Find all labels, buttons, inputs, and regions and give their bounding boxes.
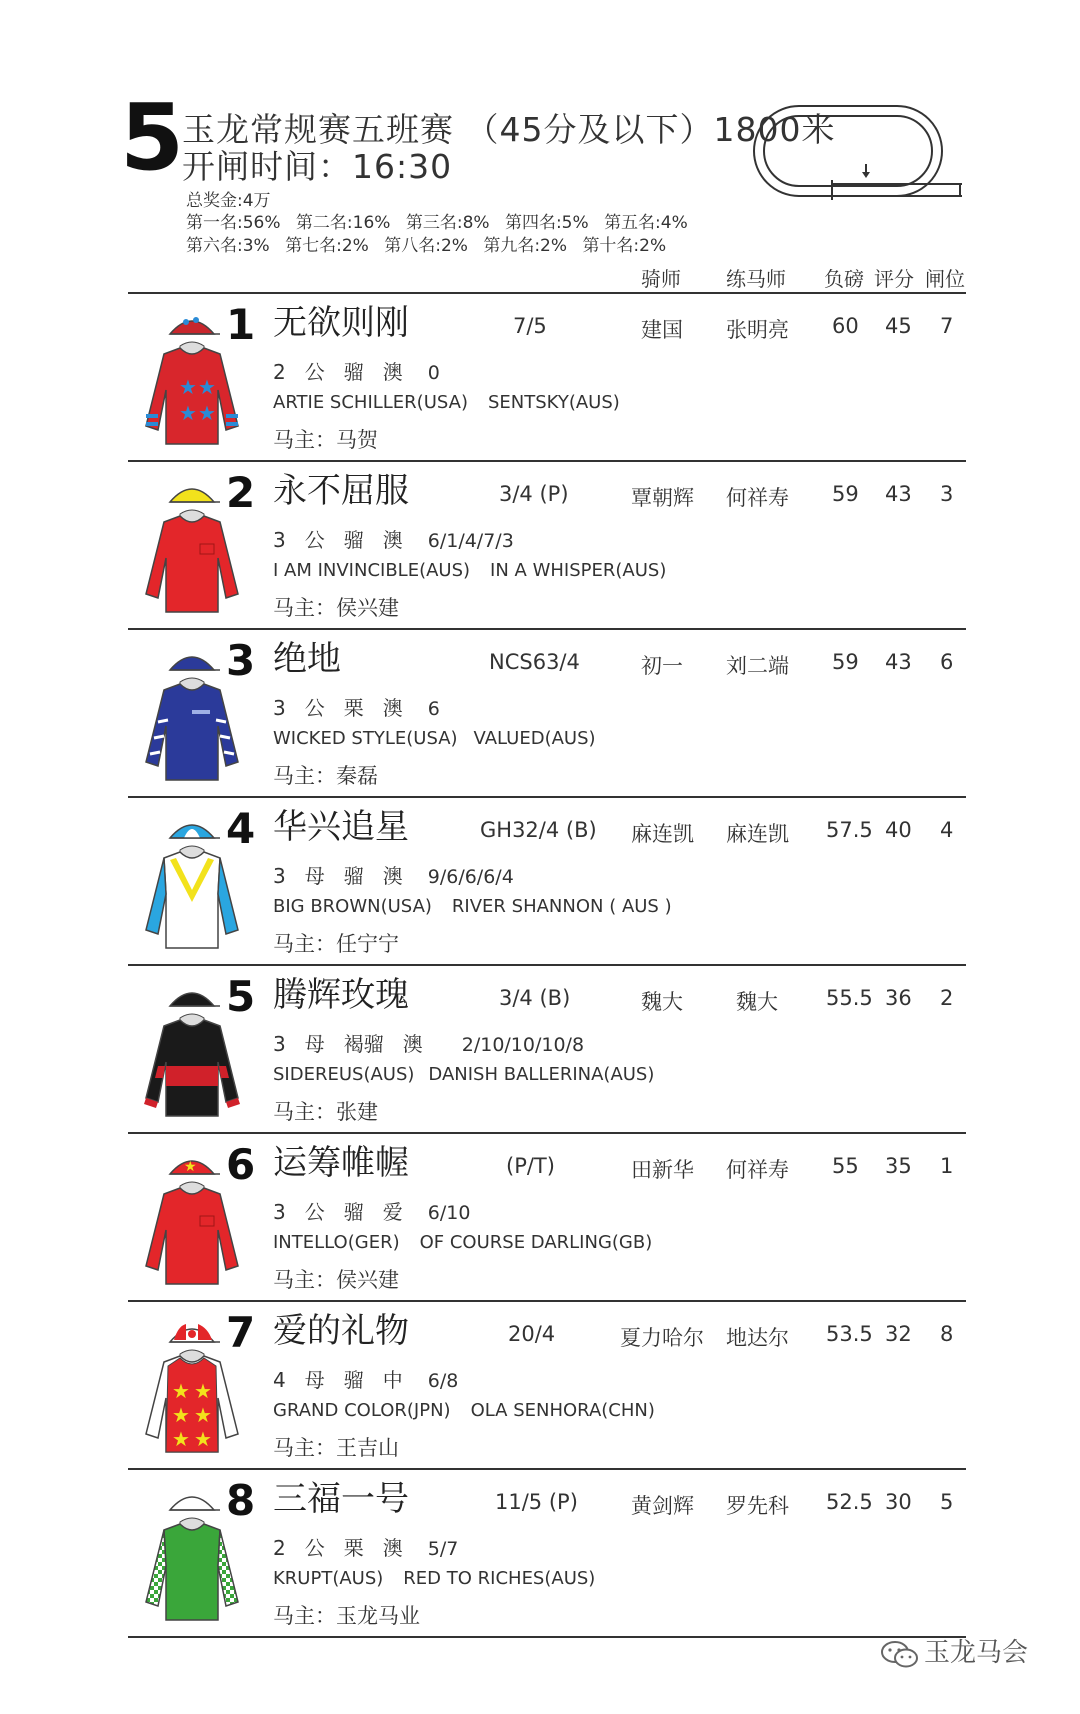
horse-color: 骝 bbox=[343, 1368, 364, 1392]
horse-name: 爱的礼物 bbox=[273, 1311, 409, 1351]
horse-number: 2 bbox=[226, 468, 256, 517]
wechat-icon bbox=[880, 1639, 920, 1669]
horse-age: 3 bbox=[273, 528, 286, 552]
horse-sex: 母 bbox=[304, 1032, 325, 1056]
trainer-name: 罗先科 bbox=[726, 1494, 789, 1518]
recent-form: 6/10 bbox=[427, 1202, 471, 1224]
header-rating: 评分 bbox=[874, 267, 914, 291]
horse-color: 栗 bbox=[343, 696, 364, 720]
horse-owner: 马主：张建 bbox=[273, 1100, 378, 1124]
header-trainer: 练马师 bbox=[726, 267, 786, 291]
prize-share: 第一名:56% bbox=[186, 213, 281, 233]
horse-rating: 43 bbox=[885, 650, 912, 674]
carried-weight: 57.5 bbox=[826, 818, 873, 842]
barrier-draw: 3 bbox=[940, 482, 954, 506]
horse-number: 6 bbox=[226, 1140, 256, 1189]
horse-origin: 澳 bbox=[382, 528, 403, 552]
trainer-name: 刘二端 bbox=[726, 654, 789, 678]
horse-entry-4 bbox=[0, 800, 1080, 968]
sire: KRUPT(AUS) bbox=[273, 1568, 384, 1589]
carried-weight: 59 bbox=[832, 650, 859, 674]
horse-rating: 36 bbox=[885, 986, 912, 1010]
prize-share: 第十名:2% bbox=[582, 236, 667, 256]
pedigree bbox=[273, 1568, 595, 1589]
horse-sex: 公 bbox=[304, 1200, 325, 1224]
prize-distribution-row-1 bbox=[186, 208, 698, 233]
horse-age: 2 bbox=[273, 1536, 286, 1560]
recent-form: 2/10/10/10/8 bbox=[461, 1034, 585, 1056]
prize-share: 第七名:2% bbox=[285, 236, 369, 256]
jockey-name: 覃朝辉 bbox=[631, 486, 694, 510]
horse-sex: 公 bbox=[304, 360, 325, 384]
horse-odds: NCS63/4 bbox=[489, 650, 580, 674]
pedigree bbox=[273, 728, 596, 749]
divider bbox=[128, 292, 966, 294]
horse-origin: 中 bbox=[382, 1368, 403, 1392]
trainer-name: 张明亮 bbox=[726, 318, 789, 342]
recent-form: 9/6/6/6/4 bbox=[427, 866, 514, 888]
horse-owner: 马主：秦磊 bbox=[273, 764, 378, 788]
horse-entry-1 bbox=[0, 296, 1080, 464]
horse-rating: 35 bbox=[885, 1154, 912, 1178]
dam: OF COURSE DARLING(GB) bbox=[419, 1232, 653, 1253]
recent-form: 0 bbox=[427, 362, 440, 384]
svg-text:★: ★ bbox=[179, 375, 197, 399]
race-title: 玉龙常规赛五班赛 （45分及以下）1800米 bbox=[182, 110, 836, 149]
horse-sex: 公 bbox=[304, 528, 325, 552]
prize-share: 第八名:2% bbox=[384, 236, 468, 256]
horse-owner: 马主：侯兴建 bbox=[273, 596, 399, 620]
pedigree bbox=[273, 1400, 655, 1421]
prize-distribution-row-2 bbox=[186, 231, 676, 256]
jockey-name: 建国 bbox=[641, 318, 683, 342]
horse-origin: 澳 bbox=[382, 864, 403, 888]
sire: BIG BROWN(USA) bbox=[273, 896, 432, 917]
horse-age: 3 bbox=[273, 696, 286, 720]
horse-details bbox=[273, 860, 514, 889]
horse-age: 3 bbox=[273, 1032, 286, 1056]
horse-owner: 马主：玉龙马业 bbox=[273, 1604, 420, 1628]
svg-text:★: ★ bbox=[184, 1159, 197, 1175]
prize-share: 第二名:16% bbox=[295, 213, 391, 233]
horse-name: 华兴追星 bbox=[273, 807, 409, 847]
horse-age: 3 bbox=[273, 1200, 286, 1224]
horse-details bbox=[273, 1028, 584, 1057]
horse-odds: (P/T) bbox=[506, 1154, 555, 1178]
horse-origin: 爱 bbox=[382, 1200, 403, 1224]
header-draw: 闸位 bbox=[925, 267, 965, 291]
prize-total: 总奖金:4万 bbox=[186, 191, 271, 211]
horse-details bbox=[273, 356, 440, 385]
sire: WICKED STYLE(USA) bbox=[273, 728, 458, 749]
barrier-draw: 7 bbox=[940, 314, 954, 338]
carried-weight: 53.5 bbox=[826, 1322, 873, 1346]
recent-form: 6/8 bbox=[427, 1370, 459, 1392]
sire: ARTIE SCHILLER(USA) bbox=[273, 392, 468, 413]
dam: IN A WHISPER(AUS) bbox=[490, 560, 667, 581]
horse-owner: 马主：侯兴建 bbox=[273, 1268, 399, 1292]
horse-age: 4 bbox=[273, 1368, 286, 1392]
horse-color: 褐骝 bbox=[343, 1032, 384, 1056]
horse-details bbox=[273, 1532, 458, 1561]
svg-text:★: ★ bbox=[198, 401, 216, 425]
dam: RED TO RICHES(AUS) bbox=[403, 1568, 596, 1589]
sire: GRAND COLOR(JPN) bbox=[273, 1400, 451, 1421]
horse-origin: 澳 bbox=[382, 360, 403, 384]
horse-entry-8 bbox=[0, 1472, 1080, 1640]
horse-name: 三福一号 bbox=[273, 1479, 409, 1519]
pedigree bbox=[273, 1064, 654, 1085]
horse-color: 骝 bbox=[343, 528, 364, 552]
horse-odds: 20/4 bbox=[508, 1322, 556, 1346]
carried-weight: 55 bbox=[832, 1154, 859, 1178]
horse-name: 无欲则刚 bbox=[273, 303, 409, 343]
carried-weight: 55.5 bbox=[826, 986, 873, 1010]
barrier-draw: 5 bbox=[940, 1490, 954, 1514]
horse-details bbox=[273, 1196, 470, 1225]
horse-entry-3 bbox=[0, 632, 1080, 800]
prize-share: 第四名:5% bbox=[504, 213, 589, 233]
carried-weight: 60 bbox=[832, 314, 859, 338]
prize-share: 第九名:2% bbox=[483, 236, 568, 256]
horse-odds: 11/5 (P) bbox=[495, 1490, 578, 1514]
horse-entry-6 bbox=[0, 1136, 1080, 1304]
dam: SENTSKY(AUS) bbox=[487, 392, 620, 413]
header-weight: 负磅 bbox=[824, 267, 864, 291]
horse-odds: 7/5 bbox=[513, 314, 547, 338]
horse-entry-5 bbox=[0, 968, 1080, 1136]
horse-number: 5 bbox=[226, 972, 256, 1021]
horse-color: 骝 bbox=[343, 864, 364, 888]
race-start-time: 开闸时间：16:30 bbox=[182, 147, 453, 186]
svg-text:★: ★ bbox=[194, 1403, 212, 1427]
horse-origin: 澳 bbox=[402, 1032, 423, 1056]
watermark-text: 玉龙马会 bbox=[924, 1638, 1029, 1668]
recent-form: 5/7 bbox=[427, 1538, 459, 1560]
jockey-name: 麻连凯 bbox=[631, 822, 694, 846]
track-diagram-icon bbox=[752, 104, 962, 204]
svg-text:★: ★ bbox=[194, 1379, 212, 1403]
horse-number: 7 bbox=[226, 1308, 256, 1357]
jockey-name: 魏大 bbox=[641, 990, 683, 1014]
horse-rating: 30 bbox=[885, 1490, 912, 1514]
horse-details bbox=[273, 524, 514, 553]
svg-text:★: ★ bbox=[172, 1403, 190, 1427]
jockey-name: 黄剑辉 bbox=[631, 1494, 694, 1518]
horse-sex: 母 bbox=[304, 864, 325, 888]
dam: RIVER SHANNON ( AUS ) bbox=[451, 896, 672, 917]
horse-origin: 澳 bbox=[382, 696, 403, 720]
barrier-draw: 1 bbox=[940, 1154, 954, 1178]
sire: INTELLO(GER) bbox=[273, 1232, 400, 1253]
pedigree bbox=[273, 1232, 652, 1253]
horse-age: 2 bbox=[273, 360, 286, 384]
column-headers bbox=[0, 263, 1080, 289]
trainer-name: 何祥寿 bbox=[726, 486, 789, 510]
horse-color: 骝 bbox=[343, 360, 364, 384]
horse-rating: 32 bbox=[885, 1322, 912, 1346]
horse-owner: 马主：王吉山 bbox=[273, 1436, 399, 1460]
horse-owner: 马主：任宁宁 bbox=[273, 932, 399, 956]
trainer-name: 何祥寿 bbox=[726, 1158, 789, 1182]
horse-sex: 公 bbox=[304, 1536, 325, 1560]
horse-odds: GH32/4 (B) bbox=[480, 818, 597, 842]
horse-rating: 43 bbox=[885, 482, 912, 506]
horse-age: 3 bbox=[273, 864, 286, 888]
horse-rating: 45 bbox=[885, 314, 912, 338]
horse-origin: 澳 bbox=[382, 1536, 403, 1560]
barrier-draw: 4 bbox=[940, 818, 954, 842]
horse-name: 运筹帷幄 bbox=[273, 1143, 409, 1183]
horse-odds: 3/4 (B) bbox=[499, 986, 571, 1010]
carried-weight: 52.5 bbox=[826, 1490, 873, 1514]
sire: SIDEREUS(AUS) bbox=[273, 1064, 415, 1085]
horse-sex: 母 bbox=[304, 1368, 325, 1392]
horse-details bbox=[273, 692, 440, 721]
dam: OLA SENHORA(CHN) bbox=[470, 1400, 655, 1421]
horse-number: 8 bbox=[226, 1476, 256, 1525]
horse-number: 1 bbox=[226, 300, 256, 349]
trainer-name: 地达尔 bbox=[726, 1326, 789, 1350]
svg-text:★: ★ bbox=[194, 1427, 212, 1451]
svg-text:★: ★ bbox=[179, 401, 197, 425]
pedigree bbox=[273, 392, 620, 413]
jockey-name: 初一 bbox=[641, 654, 683, 678]
horse-entry-7 bbox=[0, 1304, 1080, 1472]
recent-form: 6/1/4/7/3 bbox=[427, 530, 514, 552]
race-number: 5 bbox=[120, 84, 185, 191]
prize-share: 第六名:3% bbox=[186, 236, 270, 256]
horse-entry-2 bbox=[0, 464, 1080, 632]
barrier-draw: 8 bbox=[940, 1322, 954, 1346]
jockey-name: 田新华 bbox=[631, 1158, 694, 1182]
header-jockey: 骑师 bbox=[641, 267, 681, 291]
jockey-name: 夏力哈尔 bbox=[620, 1326, 704, 1350]
horse-name: 腾辉玫瑰 bbox=[273, 975, 409, 1015]
barrier-draw: 6 bbox=[940, 650, 954, 674]
svg-text:★: ★ bbox=[198, 375, 216, 399]
dam: VALUED(AUS) bbox=[473, 728, 596, 749]
recent-form: 6 bbox=[427, 698, 440, 720]
horse-name: 绝地 bbox=[273, 639, 341, 679]
horse-color: 栗 bbox=[343, 1536, 364, 1560]
horse-number: 3 bbox=[226, 636, 256, 685]
horse-owner: 马主：马贺 bbox=[273, 428, 378, 452]
horse-rating: 40 bbox=[885, 818, 912, 842]
trainer-name: 魏大 bbox=[736, 990, 778, 1014]
svg-text:★: ★ bbox=[172, 1427, 190, 1451]
horse-name: 永不屈服 bbox=[273, 471, 409, 511]
carried-weight: 59 bbox=[832, 482, 859, 506]
prize-share: 第五名:4% bbox=[604, 213, 688, 233]
trainer-name: 麻连凯 bbox=[726, 822, 789, 846]
svg-text:★: ★ bbox=[172, 1379, 190, 1403]
dam: DANISH BALLERINA(AUS) bbox=[428, 1064, 655, 1085]
horse-details bbox=[273, 1364, 458, 1393]
prize-share: 第三名:8% bbox=[405, 213, 490, 233]
sire: I AM INVINCIBLE(AUS) bbox=[273, 560, 471, 581]
pedigree bbox=[273, 560, 666, 581]
pedigree bbox=[273, 896, 672, 917]
horse-color: 骝 bbox=[343, 1200, 364, 1224]
horse-odds: 3/4 (P) bbox=[499, 482, 569, 506]
watermark bbox=[880, 1632, 1028, 1669]
barrier-draw: 2 bbox=[940, 986, 954, 1010]
horse-sex: 公 bbox=[304, 696, 325, 720]
horse-number: 4 bbox=[226, 804, 256, 853]
